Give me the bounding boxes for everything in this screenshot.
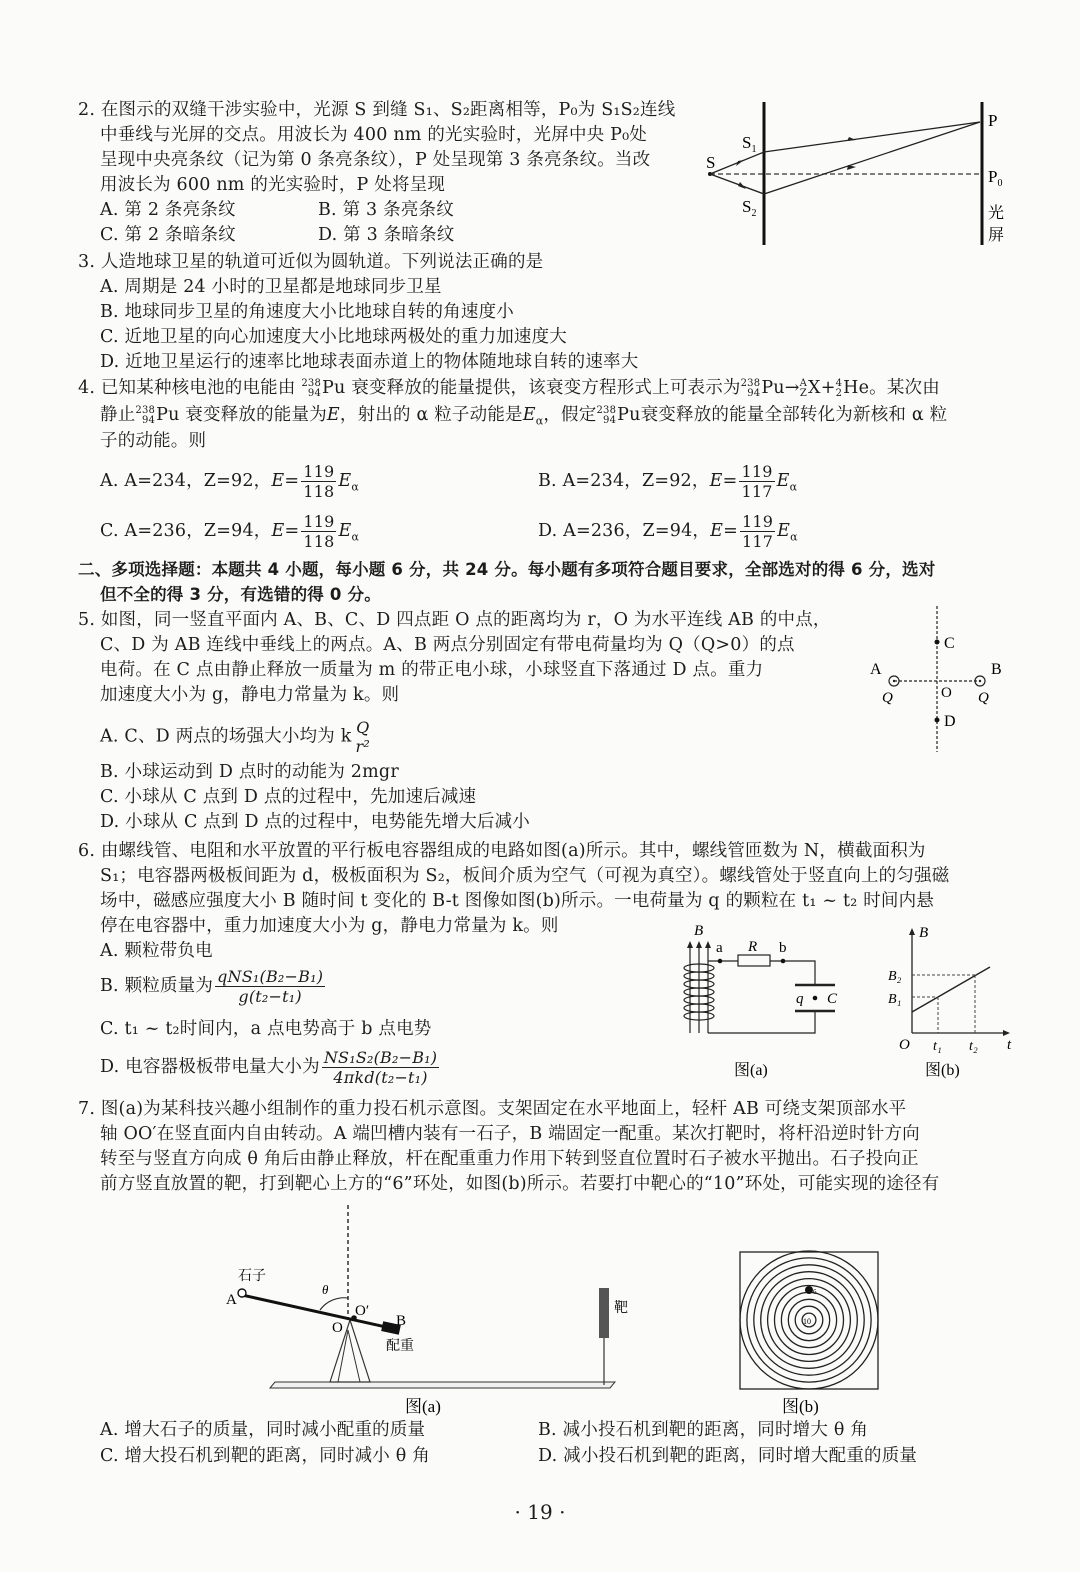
page-number: · 19 · [514,1500,566,1524]
q2-line-2: 中垂线与光屏的交点。用波长为 400 nm 的光实验时，光屏中央 P₀处 [100,125,648,145]
q5-option-c[interactable]: C. 小球从 C 点到 D 点的过程中，先加速后减速 [100,787,477,807]
ring-6-label: 6 [813,1288,817,1296]
label-c: C [944,635,955,652]
figure-a-caption: 图(a) [734,1062,768,1079]
section-2-heading-line-2: 但不全的得 3 分，有选错的得 0 分。 [100,585,381,604]
x-axis-label: t [1007,1037,1012,1053]
label-r: R [748,939,758,955]
q4-option-a[interactable]: A. A=234，Z=92，E= $\frac{119}{118}$ $E_\alpha$ [100,462,359,501]
stone [238,1289,246,1297]
arrow-icon [847,165,856,170]
target-board [599,1288,609,1338]
arrow-up-icon [705,941,711,948]
pu-isotope: 238 94 [301,377,322,399]
label-s2: $S_2$ [742,197,757,219]
q7-line-2: 轴 OO′在竖直面内自由转动。A 端凹槽内装有一石子，B 端固定一配重。某次打靶时，将杆沿逆时针方向 [100,1124,920,1144]
tick-label-b2: B₂ [888,969,902,984]
q7-option-a[interactable]: A. 增大石子的质量，同时减小配重的质量 [100,1420,426,1440]
label-s: S [706,153,716,172]
q3-option-d[interactable]: D. 近地卫星运行的速率比地球表面赤道上的物体随地球自转的速率大 [100,352,639,372]
label-o-prime: O′ [355,1303,370,1319]
label-p0: $P_0$ [988,167,1003,189]
ground [270,1382,615,1388]
ring-10-label: 10 [803,1317,811,1326]
label-screen-1: 光 [988,205,1005,222]
q7-line-1: 7. 图(a)为某科技兴趣小组制作的重力投石机示意图。支架固定在水平地面上，轻杆 AB 可绕支架顶部水平 [78,1099,907,1119]
label-c: C [827,991,838,1007]
q7-option-c[interactable]: C. 增大投石机到靶的距离，同时减小 θ 角 [100,1446,430,1466]
q5-option-a[interactable]: A. C、D 两点的场强大小均为 k Q r² [100,718,370,756]
q7-option-d[interactable]: D. 减小投石机到靶的距离，同时增大配重的质量 [538,1446,918,1466]
arrow-right-icon [1003,1030,1010,1036]
label-theta: θ [322,1282,329,1297]
label-b: B [396,1313,407,1329]
q6-line-4: 停在电容器中，重力加速度大小为 g，静电力常量为 k。则 [100,916,559,936]
tick-label-b1: B₁ [888,992,902,1007]
q5-option-b[interactable]: B. 小球运动到 D 点时的动能为 2mgr [100,762,399,782]
q2-option-a[interactable]: A. 第 2 条亮条纹 [100,200,236,220]
q5-line-1: 5. 如图，同一竖直平面内 A、B、C、D 四点距 O 点的距离均为 r，O 为水平连线 AB 的中点， [78,610,831,630]
tick-label-t1: t₁ [933,1039,942,1054]
q6-line-1: 6. 由螺线管、电阻和水平放置的平行板电容器组成的电路如图(a)所示。其中，螺线管匝数为 N，横截面积为 [78,841,926,861]
label-qb: Q [978,690,989,706]
q6-line-2: S₁；电容器两极板间距为 d，极板面积为 S₂，板间介质为空气（可视为真空）。螺线管处于竖直向上的匀强磁 [100,866,950,886]
q4-option-c[interactable]: C. A=236，Z=94，E= $\frac{119}{118}$ $E_\alpha$ [100,512,360,551]
q3-option-b[interactable]: B. 地球同步卫星的角速度大小比地球自转的角速度小 [100,302,514,322]
label-a: a [716,940,723,956]
point-d [935,718,940,723]
q4-line-3: 子的动能。则 [100,431,207,451]
lever-rod [242,1295,395,1329]
b-t-line [912,967,990,1012]
q5-line-4: 加速度大小为 g，静电力常量为 k。则 [100,685,400,705]
label-stone: 石子 [238,1269,266,1284]
q4-line-1: 4. 已知某种核电池的电能由 238 94 Pu 衰变释放的能量提供，该衰变方程形式上可表示为 238 94 Pu→ A Z X+ 4 2 He。某次由 [78,377,940,399]
tick-label-t2: t₂ [969,1039,978,1054]
circuit-figure-a [670,915,860,1085]
label-a: A [870,661,882,678]
q6-option-c[interactable]: C. t₁ ~ t₂时间内，a 点电势高于 b 点电势 [100,1019,432,1039]
q6-line-3: 场中，磁感应强度大小 B 随时间 t 变化的 B-t 图像如图(b)所示。一电荷量为 q 的颗粒在 t₁ ~ t₂ 时间内悬 [100,891,934,911]
target-figure-b [720,1200,920,1425]
q4-option-d[interactable]: D. A=236，Z=94，E= $\frac{119}{117}$ $E_\alpha$ [538,512,798,551]
q7-option-b[interactable]: B. 减小投石机到靶的距离，同时增大 θ 角 [538,1420,869,1440]
q4-line-2: 静止 238 94 Pu 衰变释放的能量为E，射出的 α 粒子动能是$E_\alpha$，假定 238 94 Pu衰变释放的能量全部转化为新核和 α 粒 [100,404,948,428]
node-a [718,959,723,964]
point-c [935,640,940,645]
q4-option-b[interactable]: B. A=234，Z=92，E= $\frac{119}{117}$ $E_\alpha$ [538,462,798,501]
q6-option-b[interactable]: B. 颗粒质量为 $\frac{\text{qNS₁(B₂−B₁)}}{\text{g(t₂−t₁)}}$ [100,967,324,1006]
label-target: 靶 [614,1301,628,1316]
label-q: q [796,991,804,1007]
node-b [781,959,786,964]
figure-b-caption: 图(b) [925,1062,960,1079]
arrow-icon [738,182,746,189]
section-2-heading-line-1: 二、多项选择题：本题共 4 小题，每小题 6 分，共 24 分。每小题有多项符合题目要求，全部选对的得 6 分，选对 [78,560,936,579]
catapult-figure-a [210,1200,630,1425]
label-s1: $S_1$ [742,133,757,155]
label-d: D [944,713,956,730]
point-charges-figure [850,600,1020,760]
q3-option-a[interactable]: A. 周期是 24 小时的卫星都是地球同步卫星 [100,277,442,297]
double-slit-figure [690,90,1020,260]
theta-arc [320,1298,348,1310]
label-o: O [332,1320,343,1336]
label-p: P [988,111,998,130]
q2-line-1: 2. 在图示的双缝干涉实验中，光源 S 到缝 S₁、S₂距离相等，P₀为 S₁S₂连线 [78,100,676,120]
q2-option-c[interactable]: C. 第 2 条暗条纹 [100,225,236,245]
q3-stem: 3. 人造地球卫星的轨道可近似为圆轨道。下列说法正确的是 [78,252,544,272]
label-b: b [779,940,787,956]
q5-line-2: C、D 为 AB 连线中垂线上的两点。A、B 两点分别固定有带电荷量均为 Q（Q>0）的点 [100,635,795,655]
q3-option-c[interactable]: C. 近地卫星的向心加速度大小比地球两极处的重力加速度大 [100,327,567,347]
figure-a-caption: 图(a) [405,1397,441,1416]
b-t-graph-figure-b [855,915,1020,1085]
hit-mark [805,1286,813,1294]
q2-line-3: 呈现中央亮条纹（记为第 0 条亮条纹），P 处呈现第 3 条亮条纹。当改 [100,150,651,170]
origin-label: O [899,1037,910,1053]
q2-option-d[interactable]: D. 第 3 条暗条纹 [318,225,455,245]
particle-q [813,996,818,1001]
label-o: O [941,685,952,701]
q2-option-b[interactable]: B. 第 3 条亮条纹 [318,200,454,220]
q5-option-d[interactable]: D. 小球从 C 点到 D 点的过程中，电势能先增大后减小 [100,812,531,832]
arrow-icon [736,160,744,166]
q5-line-3: 电荷。在 C 点由静止释放一质量为 m 的带正电小球，小球竖直下落通过 D 点。重力 [100,660,764,680]
q6-option-d[interactable]: D. 电容器极板带电量大小为 $\frac{\text{NS₁S₂(B₂−B₁)}}{\text{4πkd(t₂−t₁)}}$ [100,1048,438,1087]
y-axis-label: B [919,925,929,941]
figure-b-caption: 图(b) [782,1397,819,1416]
resistor [738,955,770,966]
arrow-up-icon [696,941,702,948]
q7-line-4: 前方竖直放置的靶，打到靶心上方的“6”环处，如图(b)所示。若要打中靶心的“10”环处，可能实现的途径有 [100,1174,940,1194]
label-qa: Q [882,690,893,706]
label-b: B [991,661,1002,678]
q2-line-4: 用波长为 600 nm 的光实验时，P 处将呈现 [100,175,446,195]
q7-line-3: 转至与竖直方向成 θ 角后由静止释放，杆在配重重力作用下转到竖直位置时石子被水平抛出。石子投向正 [100,1149,919,1169]
label-b-field: B [694,923,704,939]
q6-option-a[interactable]: A. 颗粒带负电 [100,941,213,961]
arrow-up-icon [909,928,915,935]
arrow-up-icon [687,941,693,948]
label-counterweight: 配重 [386,1339,414,1354]
label-a: A [226,1292,237,1308]
label-screen-2: 屏 [988,227,1005,244]
